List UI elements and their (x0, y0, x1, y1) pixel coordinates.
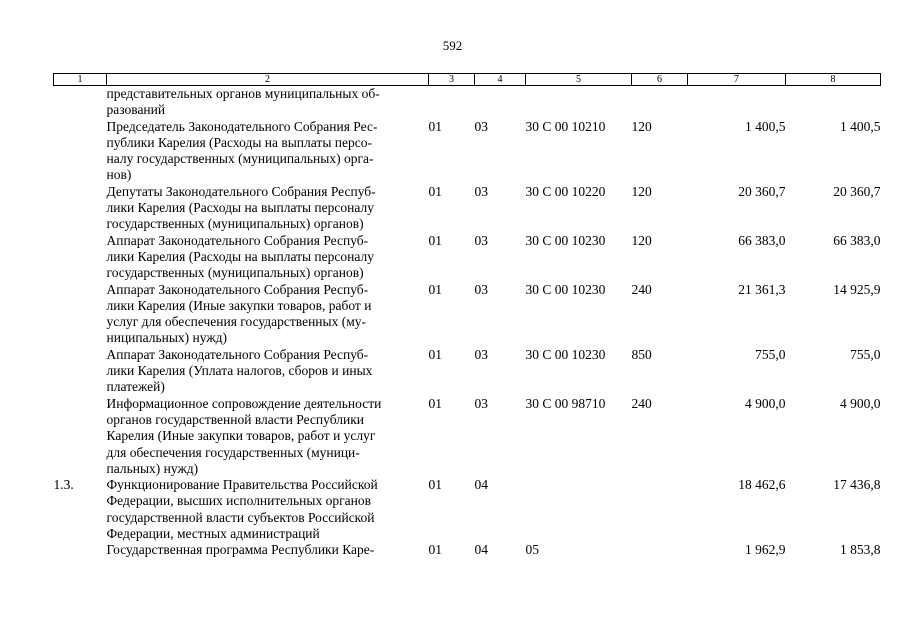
subsection-code: 03 (474, 395, 488, 411)
row-name-line: органов государственной власти Республики (106, 411, 364, 427)
column-header-1: 1 (54, 74, 107, 86)
row-name-line: лики Карелия (Расходы на выплаты персоналу (106, 248, 374, 264)
subsection-code: 03 (474, 183, 488, 199)
expense-type-code (632, 477, 688, 542)
section-code: 01 (428, 346, 442, 362)
amount-column-7: 755,0 (755, 346, 786, 362)
row-number: 1.3. (53, 477, 74, 493)
row-name-line: Федерации, местных администраций (106, 526, 320, 542)
amount-column-8: 4 900,0 (840, 395, 881, 411)
row-name-line: лики Карелия (Иные закупки товаров, работ и (106, 297, 372, 313)
amount-column-7: 1 400,5 (745, 118, 786, 134)
subsection-code: 03 (474, 118, 488, 134)
target-article-code (526, 86, 632, 119)
row-name (107, 347, 429, 396)
target-article-code: 30 С 00 98710 (525, 395, 606, 411)
amount-column-7: 20 360,7 (738, 183, 786, 199)
expense-type-code (632, 86, 688, 119)
expense-type-code: 120 (631, 118, 652, 134)
table-body (54, 86, 881, 559)
row-name-line: пальных) нужд) (106, 460, 199, 476)
row-name-line: Аппарат Законодательного Собрания Респуб- (106, 346, 369, 362)
column-header-3: 3 (429, 74, 475, 86)
amount-column-7: 1 962,9 (745, 542, 786, 558)
column-header-5: 5 (526, 74, 632, 86)
row-name-line: Информационное сопровождение деятельности (106, 395, 382, 411)
table-row (54, 542, 881, 558)
row-name-line: представительных органов муниципальных об- (106, 86, 380, 101)
section-code: 01 (428, 542, 442, 558)
table-row (54, 347, 881, 396)
row-name-line: Федерации, высших исполнительных органов (106, 493, 371, 509)
subsection-code: 03 (474, 281, 488, 297)
row-name-line: Аппарат Законодательного Собрания Респуб- (106, 281, 369, 297)
expense-type-code: 240 (631, 281, 652, 297)
row-name-line: Функционирование Правительства Российской (106, 477, 378, 493)
row-name-line: лики Карелия (Уплата налогов, сборов и иных (106, 363, 373, 379)
row-name (107, 396, 429, 477)
amount-column-8: 20 360,7 (833, 183, 881, 199)
row-number (54, 347, 107, 396)
target-article-code: 05 (525, 542, 539, 558)
row-name-line: государственных (муниципальных) органов) (106, 216, 364, 232)
expense-type-code: 850 (631, 346, 652, 362)
expense-type-code: 120 (631, 183, 652, 199)
table-row (54, 477, 881, 542)
target-article-code: 30 С 00 10230 (525, 281, 606, 297)
row-name-line: разований (106, 102, 166, 118)
target-article-code: 30 С 00 10230 (525, 232, 606, 248)
amount-column-8: 755,0 (850, 346, 881, 362)
expense-type-code: 240 (631, 395, 652, 411)
row-name-line: Председатель Законодательного Собрания Рес- (106, 118, 378, 134)
header-row (54, 74, 881, 86)
amount-column-8: 14 925,9 (833, 281, 881, 297)
row-name (107, 542, 429, 558)
row-name-line: Аппарат Законодательного Собрания Респуб- (106, 232, 369, 248)
target-article-code: 30 С 00 10210 (525, 118, 606, 134)
row-name (107, 477, 429, 542)
row-number (54, 184, 107, 233)
column-header-4: 4 (475, 74, 526, 86)
amount-column-8: 1 400,5 (840, 118, 881, 134)
target-article-code: 30 С 00 10230 (525, 346, 606, 362)
table-header (54, 74, 881, 86)
amount-column-7: 18 462,6 (738, 477, 786, 493)
row-name (107, 119, 429, 184)
table-row (54, 233, 881, 282)
section-code: 01 (428, 232, 442, 248)
row-name (107, 86, 429, 119)
column-header-7: 7 (688, 74, 786, 86)
row-name-line: государственной власти субъектов Российской (106, 509, 375, 525)
table-row (54, 119, 881, 184)
row-number (54, 86, 107, 119)
target-article-code: 30 С 00 10220 (525, 183, 606, 199)
row-name-line: Депутаты Законодательного Собрания Респуб- (106, 183, 376, 199)
row-name (107, 184, 429, 233)
amount-column-8 (786, 86, 881, 119)
target-article-code (526, 477, 632, 542)
row-name-line: услуг для обеспечения государственных (му- (106, 314, 367, 330)
row-name-line: ниципальных) нужд) (106, 330, 228, 346)
subsection-code: 04 (474, 542, 488, 558)
subsection-code: 04 (474, 477, 488, 493)
row-name-line: Государственная программа Республики Каре- (106, 542, 375, 558)
column-header-6: 6 (632, 74, 688, 86)
amount-column-7: 21 361,3 (738, 281, 786, 297)
row-number (54, 542, 107, 558)
row-number (54, 282, 107, 347)
row-name-line: государственных (муниципальных) органов) (106, 265, 364, 281)
section-code (429, 86, 475, 119)
row-name-line: для обеспечения государственных (муници- (106, 444, 360, 460)
expense-type-code (632, 542, 688, 558)
row-name-line: публики Карелия (Расходы на выплаты персо- (106, 134, 372, 150)
subsection-code (475, 86, 526, 119)
row-name-line: нов) (106, 167, 132, 183)
section-code: 01 (428, 183, 442, 199)
amount-column-8: 66 383,0 (833, 232, 881, 248)
amount-column-7: 4 900,0 (745, 395, 786, 411)
amount-column-7 (688, 86, 786, 119)
amount-column-8: 1 853,8 (840, 542, 881, 558)
row-name-line: налу государственных (муниципальных) орга- (106, 151, 374, 167)
subsection-code: 03 (474, 346, 488, 362)
expense-type-code: 120 (631, 232, 652, 248)
table-row (54, 396, 881, 477)
row-name (107, 233, 429, 282)
column-header-8: 8 (786, 74, 881, 86)
amount-column-7: 66 383,0 (738, 232, 786, 248)
section-code: 01 (428, 395, 442, 411)
table-row (54, 282, 881, 347)
table-row (54, 184, 881, 233)
subsection-code: 03 (474, 232, 488, 248)
table-row (54, 86, 881, 119)
row-number (54, 233, 107, 282)
row-name (107, 282, 429, 347)
row-number (54, 119, 107, 184)
page-number: 592 (442, 38, 463, 53)
section-code: 01 (428, 281, 442, 297)
section-code: 01 (428, 477, 442, 493)
row-name-line: лики Карелия (Расходы на выплаты персоналу (106, 200, 374, 216)
row-name-line: Карелия (Иные закупки товаров, работ и услуг (106, 428, 376, 444)
budget-table (53, 73, 881, 559)
row-number (54, 396, 107, 477)
amount-column-8: 17 436,8 (833, 477, 881, 493)
section-code: 01 (428, 118, 442, 134)
row-name-line: платежей) (106, 379, 165, 395)
column-header-2: 2 (107, 74, 429, 86)
